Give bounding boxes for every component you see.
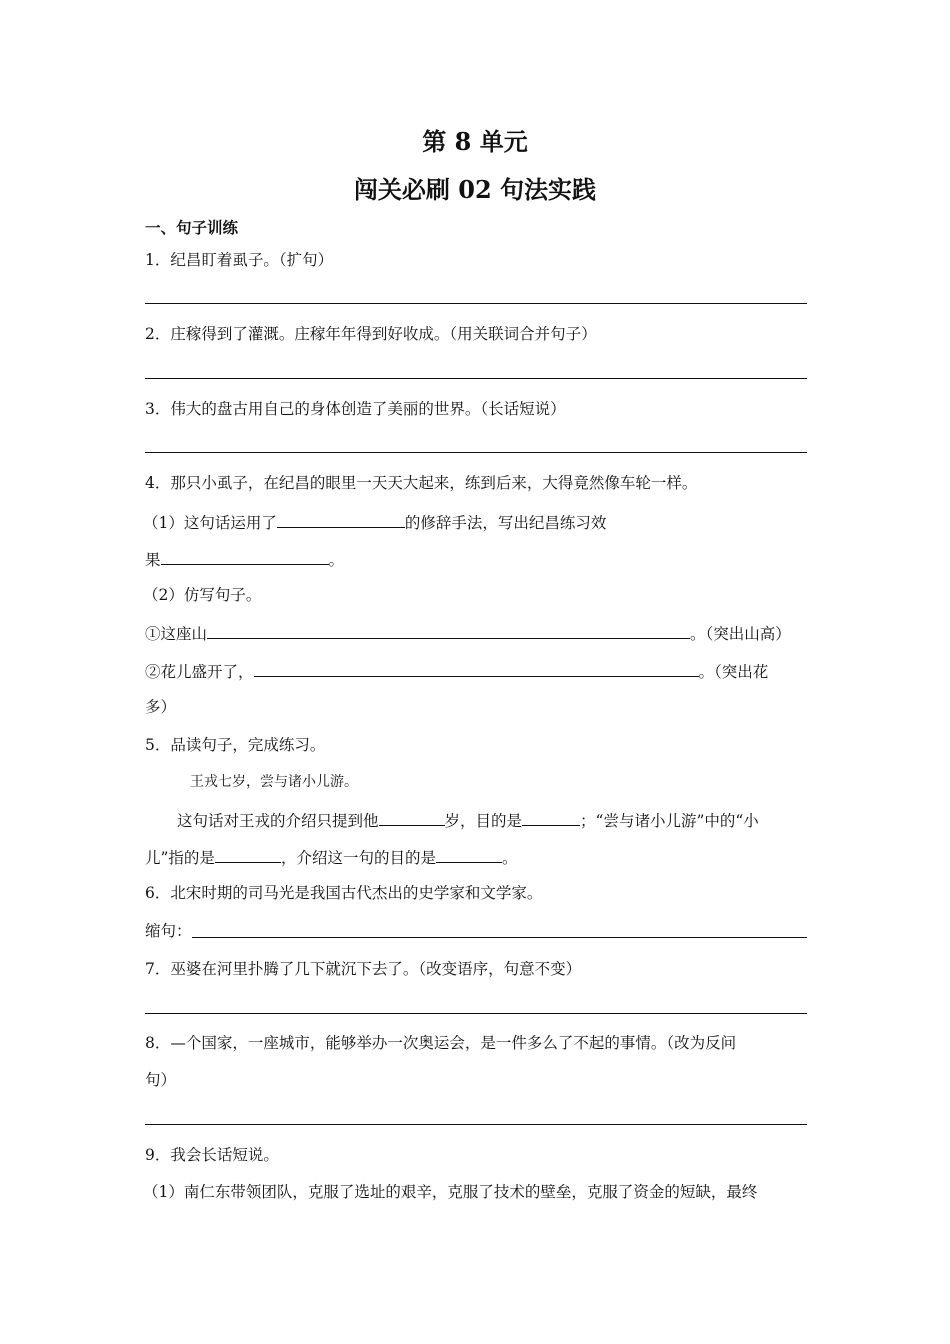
classical-quote: 王戎七岁，尝与诸小儿游。: [190, 774, 358, 790]
question-5-line-2: 儿”指的是 ，介绍这一句的目的是 。: [145, 846, 517, 868]
blank-reason[interactable]: [436, 846, 502, 863]
blank-flowers[interactable]: [254, 660, 699, 677]
blank-age[interactable]: [379, 809, 445, 826]
question-2: 2．庄稼得到了灌溉。庄稼年年得到好收成。（用关联词合并句子）: [145, 325, 597, 343]
question-3: 3．伟大的盘古用自己的身体创造了美丽的世界。（长话短说）: [145, 400, 566, 418]
question-6: 6．北宋时期的司马光是我国古代杰出的史学家和文学家。: [145, 884, 543, 902]
question-6-shorten-label: 缩句：: [145, 922, 192, 940]
page-title: 闯关必刷 02 句法实践: [353, 175, 597, 204]
blank-effect[interactable]: [161, 548, 329, 565]
blank-purpose[interactable]: [522, 809, 580, 826]
imitation-sentence-2: ②花儿盛开了， 。（突出花: [145, 660, 768, 682]
answer-line-1[interactable]: [145, 303, 807, 304]
question-4-part-1-cont: 果 。: [145, 548, 344, 570]
unit-heading: 第 8 单元: [422, 127, 528, 156]
question-9: 9．我会长话短说。: [145, 1146, 279, 1164]
question-5: 5．品读句子，完成练习。: [145, 736, 326, 754]
question-5-line-1: 这句话对王戎的介绍只提到他 岁，目的是 ；“尝与诸小儿游”中的“小: [177, 809, 759, 831]
question-4: 4．那只小虱子，在纪昌的眼里一天天大起来，练到后来，大得竟然像车轮一样。: [145, 474, 698, 492]
question-9-part-1: （1）南仁东带领团队，克服了选址的艰辛，克服了技术的壁垒，克服了资金的短缺，最终: [143, 1183, 758, 1201]
question-1: 1．纪昌盯着虱子。（扩句）: [145, 251, 334, 269]
answer-line-3[interactable]: [145, 452, 807, 453]
blank-children[interactable]: [215, 846, 281, 863]
question-4-part-2: （2）仿写句子。: [143, 586, 262, 604]
question-8-cont: 句）: [145, 1071, 177, 1089]
answer-line-2[interactable]: [145, 378, 807, 379]
section-heading: 一、句子训练: [145, 218, 239, 237]
blank-rhetoric[interactable]: [277, 511, 405, 528]
answer-line-8[interactable]: [145, 1124, 807, 1125]
imitation-sentence-1: ①这座山 。（突出山高）: [145, 622, 791, 644]
imitation-sentence-2-cont: 多）: [145, 698, 177, 716]
answer-line-7[interactable]: [145, 1013, 807, 1014]
blank-mountain[interactable]: [207, 622, 690, 639]
question-4-part-1: （1）这句话运用了 的修辞手法，写出纪昌练习效: [143, 511, 606, 533]
question-7: 7．巫婆在河里扑腾了几下就沉下去了。（改变语序，句意不变）: [145, 960, 582, 978]
question-8: 8．—个国家，一座城市，能够举办一次奥运会，是一件多么了不起的事情。（改为反问: [145, 1034, 737, 1052]
answer-line-6[interactable]: [192, 937, 807, 938]
